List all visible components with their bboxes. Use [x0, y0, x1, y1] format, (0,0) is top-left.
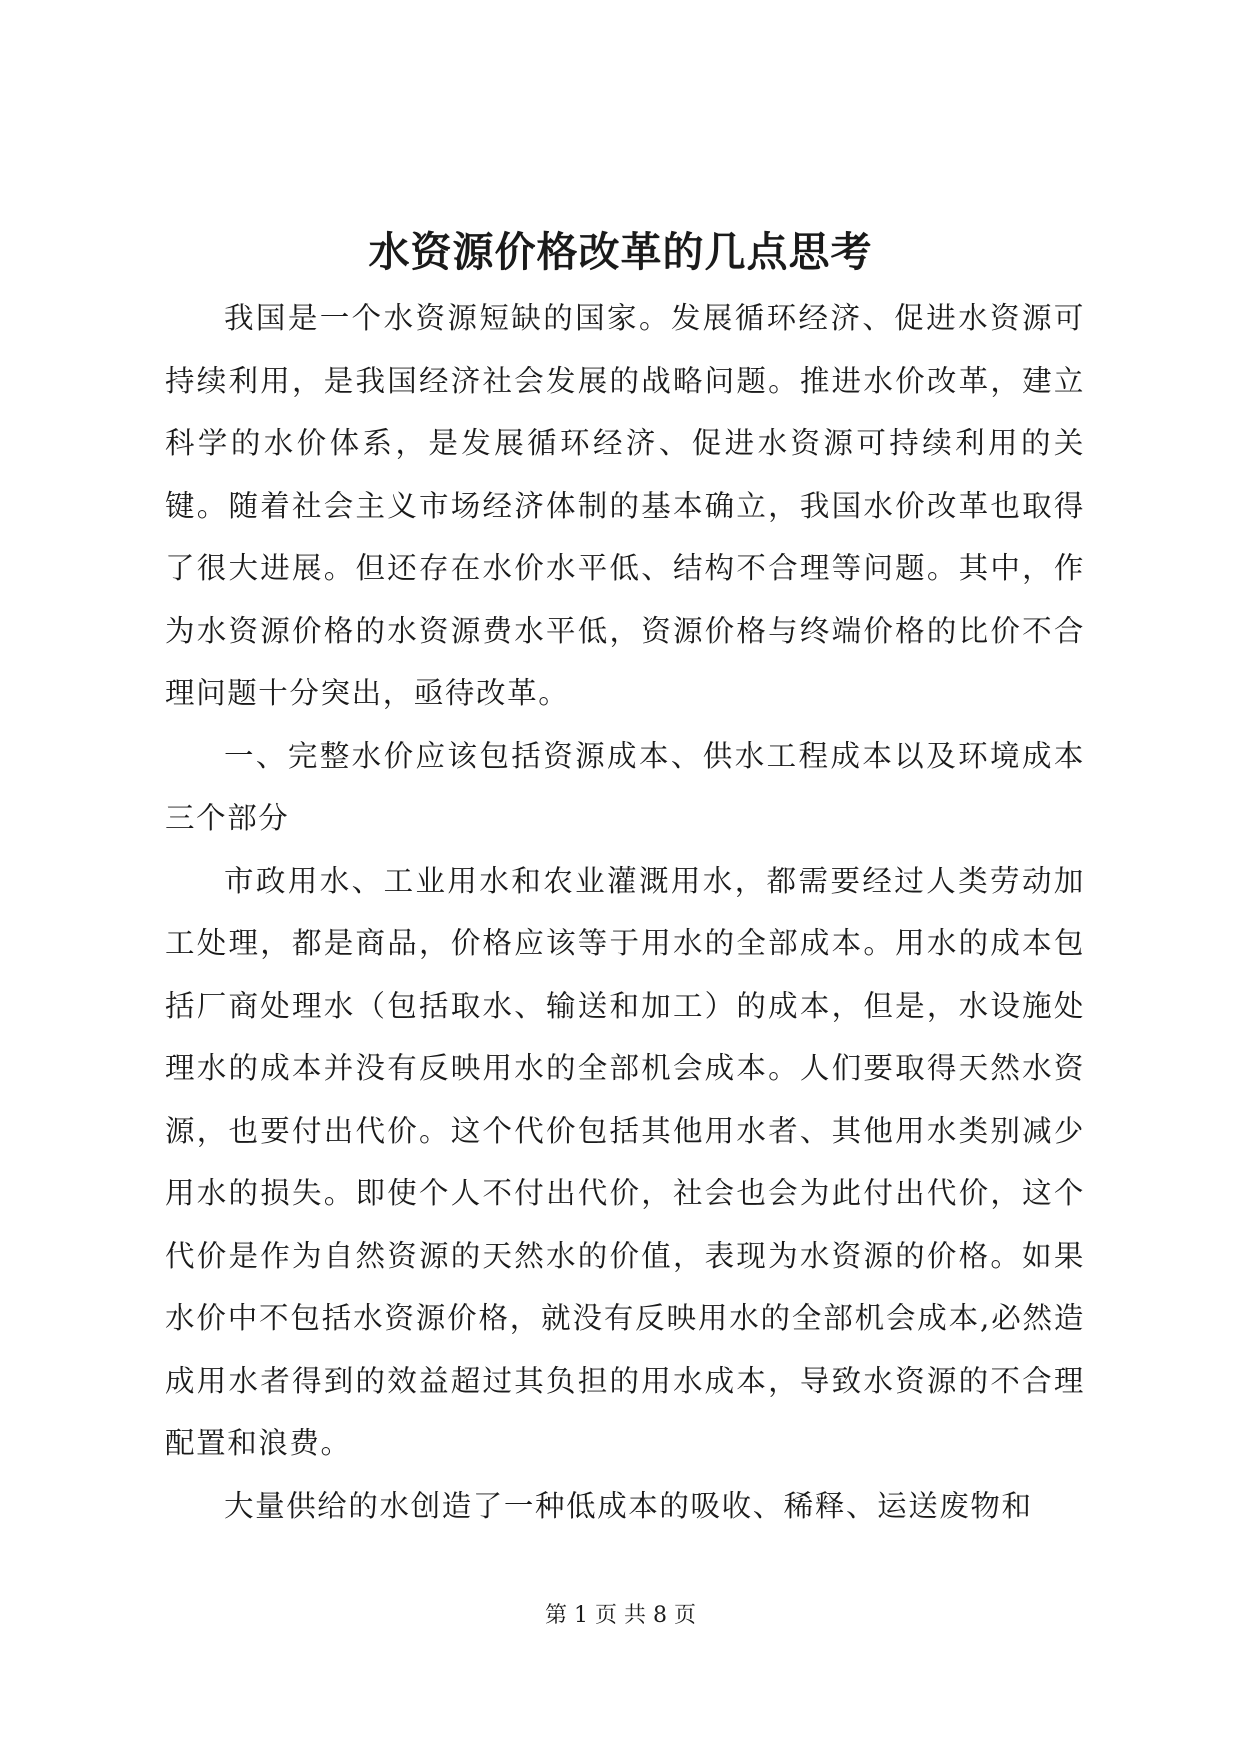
section-heading-1: 一、完整水价应该包括资源成本、供水工程成本以及环境成本三个部分 [165, 738, 1085, 835]
document-body [165, 287, 1085, 1537]
paragraph-continued: 大量供给的水创造了一种低成本的吸收、稀释、运送废物和 [224, 1488, 1033, 1523]
page-number-footer: 第 1 页 共 8 页 [545, 1603, 696, 1628]
document-title: 水资源价格改革的几点思考 [368, 228, 873, 276]
paragraph-intro: 我国是一个水资源短缺的国家。发展循环经济、促进水资源可持续利用，是我国经济社会发展的战略问题。推进水价改革，建立科学的水价体系，是发展循环经济、促进水资源可持续利用的关键。随着社会主义市场经济体制的基本确立，我国水价改革也取得了很大进展。但还存在水价水平低、结构不合理等问题。其中，作为水资源价格的水资源费水平低，资源价格与终端价格的比价不合理问题十分突出，亟待改革。 [165, 301, 1085, 710]
paragraph-section-1: 市政用水、工业用水和农业灌溉用水，都需要经过人类劳动加工处理，都是商品，价格应该等于用水的全部成本。用水的成本包括厂商处理水（包括取水、输送和加工）的成本，但是，水设施处理水的成本并没有反映用水的全部机会成本。人们要取得天然水资源，也要付出代价。这个代价包括其他用水者、其他用水类别减少用水的损失。即使个人不付出代价，社会也会为此付出代价，这个代价是作为自然资源的天然水的价值，表现为水资源的价格。如果水价中不包括水资源价格，就没有反映用水的全部机会成本,必然造成用水者得到的效益超过其负担的用水成本，导致水资源的不合理配置和浪费。 [165, 863, 1085, 1460]
